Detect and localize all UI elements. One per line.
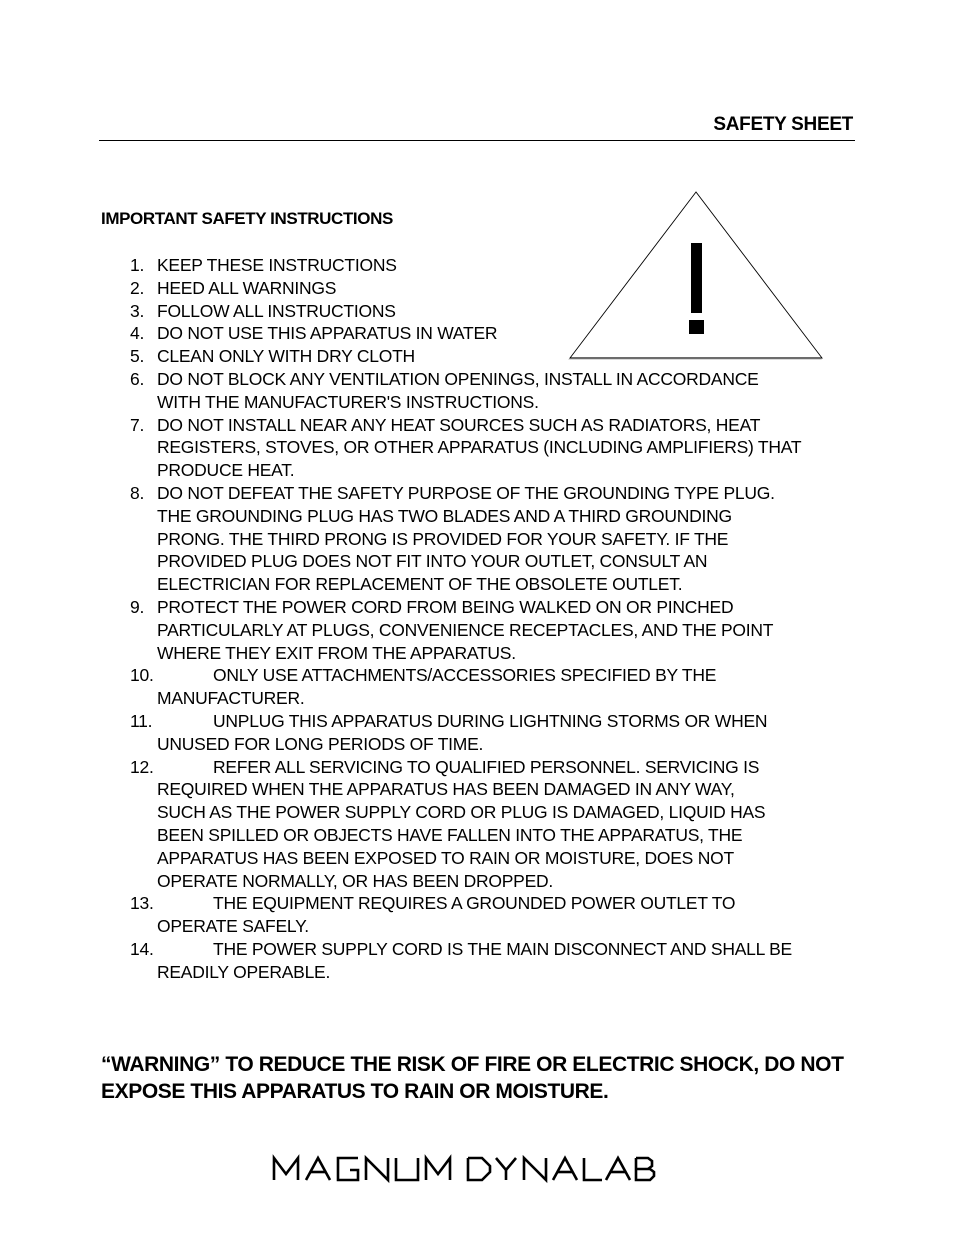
instruction-number: 5. [130,346,145,367]
instruction-text: PROTECT THE POWER CORD FROM BEING WALKED ON OR PINCHED [157,596,734,617]
instruction-text-continued: THE GROUNDING PLUG HAS TWO BLADES AND A THIRD GROUNDING PRONG. THE THIRD PRONG IS PROVIDED FOR YOUR SAFETY. IF THE PROVIDED PLUG DOES NOT FIT INTO YOUR OUTLET, CONSULT AN ELECTRICIAN FOR REPLACEMENT OF THE OBSOLETE OUTLET. [157,505,732,595]
instruction-text-continued: MANUFACTURER. [157,688,305,709]
instruction-item [0,756,954,893]
section-heading: IMPORTANT SAFETY INSTRUCTIONS [101,209,393,228]
instruction-text: REFER ALL SERVICING TO QUALIFIED PERSONNEL. SERVICING IS [213,756,760,777]
instruction-number: 14. [130,938,154,959]
instruction-text-continued: WITH THE MANUFACTURER'S INSTRUCTIONS. [157,391,539,412]
warning-statement: “WARNING” TO REDUCE THE RISK OF FIRE OR ELECTRIC SHOCK, DO NOT EXPOSE THIS APPARATUS TO RAIN OR MOISTURE. [101,1053,844,1103]
instruction-text: HEED ALL WARNINGS [157,277,337,298]
instruction-text-continued: READILY OPERABLE. [157,961,331,982]
instruction-item [0,664,954,710]
instruction-item [0,345,954,368]
instruction-text: DO NOT BLOCK ANY VENTILATION OPENINGS, INSTALL IN ACCORDANCE [157,368,759,389]
instruction-item [0,596,954,664]
instruction-number: 7. [130,414,145,435]
page-title: SAFETY SHEET [713,114,853,135]
brand-logo [270,1150,660,1190]
instruction-item [0,710,954,756]
page-header [99,112,855,141]
instruction-text: DO NOT INSTALL NEAR ANY HEAT SOURCES SUCH AS RADIATORS, HEAT [157,414,761,435]
instruction-list [0,254,954,984]
instruction-text-continued: REQUIRED WHEN THE APPARATUS HAS BEEN DAMAGED IN ANY WAY, SUCH AS THE POWER SUPPLY CORD OR PLUG IS DAMAGED, LIQUID HAS BEEN SPILLED OR OBJECTS HAVE FALLEN INTO THE APPARATUS, THE APPARATUS HAS BEEN EXPOSED TO RAIN OR MOISTURE, DOES NOT OPERATE NORMALLY, OR HAS BEEN DROPPED. [157,779,766,891]
instruction-item [0,414,954,482]
instruction-number: 8. [130,482,145,503]
instruction-number: 12. [130,756,154,777]
instruction-text: UNPLUG THIS APPARATUS DURING LIGHTNING STORMS OR WHEN [213,710,768,731]
instruction-item [0,322,954,345]
instruction-item [0,368,954,414]
instruction-text: THE POWER SUPPLY CORD IS THE MAIN DISCONNECT AND SHALL BE [213,938,792,959]
instruction-text: KEEP THESE INSTRUCTIONS [157,255,397,275]
instruction-text: FOLLOW ALL INSTRUCTIONS [157,300,396,321]
instruction-number: 9. [130,596,145,617]
instruction-number: 4. [130,323,145,344]
instruction-item [0,938,954,984]
instruction-text: CLEAN ONLY WITH DRY CLOTH [157,346,415,367]
instruction-item [0,254,954,277]
instruction-item [0,482,954,596]
instruction-text: DO NOT USE THIS APPARATUS IN WATER [157,323,498,344]
instruction-text-continued: UNUSED FOR LONG PERIODS OF TIME. [157,733,484,754]
instruction-number: 2. [130,277,145,298]
instruction-item [0,300,954,323]
instruction-text-continued: PARTICULARLY AT PLUGS, CONVENIENCE RECEPTACLES, AND THE POINT WHERE THEY EXIT FROM THE APPARATUS. [157,619,774,663]
instruction-item [0,892,954,938]
instruction-number: 13. [130,893,154,914]
instruction-number: 11. [130,710,153,731]
instruction-number: 1. [130,255,145,275]
instruction-number: 6. [130,368,145,389]
instruction-item [0,277,954,300]
instruction-text: DO NOT DEFEAT THE SAFETY PURPOSE OF THE GROUNDING TYPE PLUG. [157,482,775,503]
instruction-text-continued: OPERATE SAFELY. [157,916,309,937]
instruction-number: 3. [130,300,145,321]
instruction-text-continued: REGISTERS, STOVES, OR OTHER APPARATUS (INCLUDING AMPLIFIERS) THAT PRODUCE HEAT. [157,437,802,481]
instruction-text: THE EQUIPMENT REQUIRES A GROUNDED POWER OUTLET TO [213,893,736,914]
instruction-number: 10. [130,665,154,686]
instruction-text: ONLY USE ATTACHMENTS/ACCESSORIES SPECIFIED BY THE [213,665,717,686]
